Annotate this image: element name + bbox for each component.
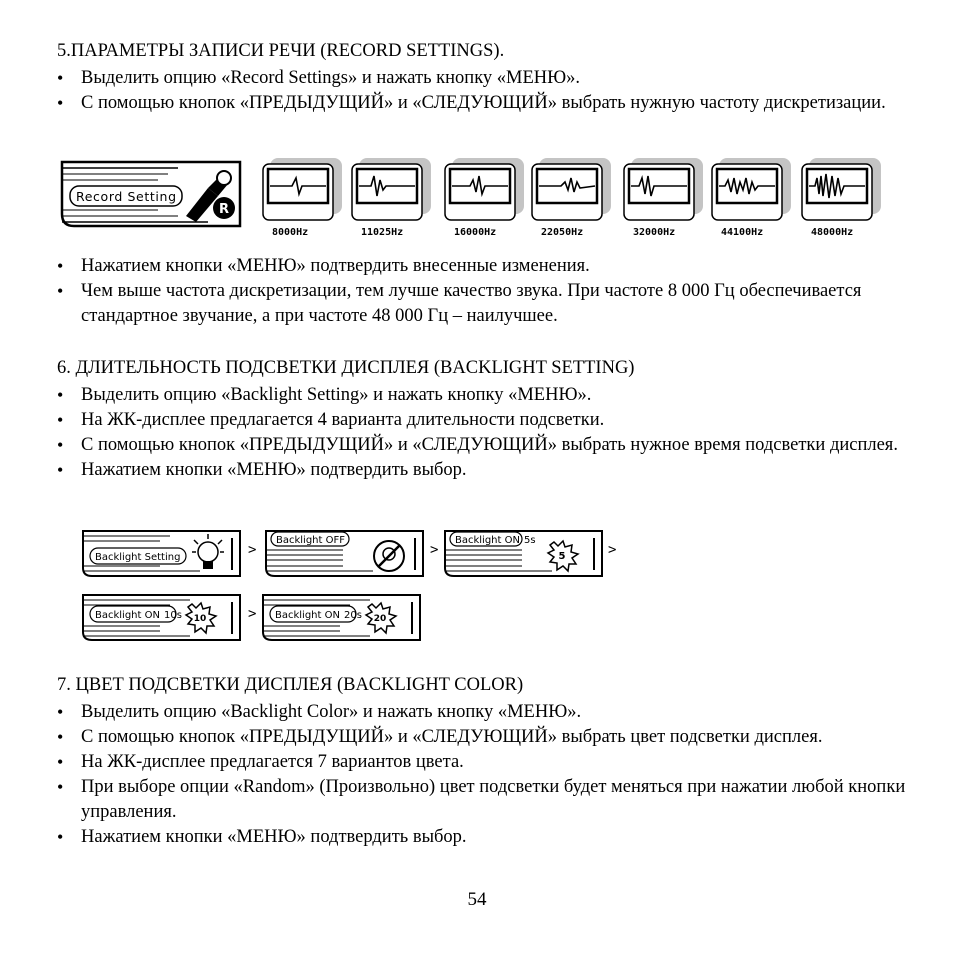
duration-badge: 20 (373, 614, 387, 624)
backlight-off-label: Backlight OFF (276, 535, 345, 546)
arrow-right-icon: > (248, 542, 257, 558)
backlight-on-5s-screen (442, 528, 608, 580)
frequency-label: 32000Hz (633, 227, 676, 238)
backlight-on-label: Backlight ON (95, 610, 160, 621)
backlight-setting-label: Backlight Setting (95, 552, 181, 563)
frequency-screen (262, 158, 344, 242)
list-item: • Чем выше частота дискретизации, тем лучше качество звука. При частоте 8 000 Гц обеспечивается стандартное звучание, а при частоте 48 000 Гц – наилучшее. (57, 279, 907, 329)
backlight-on-label: Backlight ON (455, 535, 520, 546)
lcd-screen (711, 158, 793, 226)
lcd-screen (801, 158, 883, 226)
frequency-screen (623, 158, 705, 242)
lcd-screen (262, 158, 344, 226)
record-setting-label: Record Setting (76, 189, 176, 204)
arrow-right-icon: > (608, 542, 617, 558)
list-item: • На ЖК-дисплее предлагается 7 вариантов цвета. (57, 750, 907, 775)
duration-badge: 5 (558, 551, 566, 562)
list-item: • Нажатием кнопки «МЕНЮ» подтвердить выбор. (57, 458, 907, 483)
list-item: • На ЖК-дисплее предлагается 4 варианта длительности подсветки. (57, 408, 907, 433)
record-setting-figure (58, 158, 898, 242)
list-item: • С помощью кнопок «ПРЕДЫДУЩИЙ» и «СЛЕДУЮЩИЙ» выбрать нужное время подсветки дисплея. (57, 433, 907, 458)
backlight-setting-screen (80, 528, 246, 580)
frequency-label: 8000Hz (272, 227, 309, 238)
section-7-heading: 7. ЦВЕТ ПОДСВЕТКИ ДИСПЛЕЯ (BACKLIGHT COLOR) (57, 675, 524, 695)
duration-label: 5s (524, 535, 536, 546)
section-5-notes-list (57, 254, 907, 329)
frequency-label: 22050Hz (541, 227, 584, 238)
frequency-screen (351, 158, 433, 242)
frequency-label: 16000Hz (454, 227, 497, 238)
backlight-off-screen (263, 528, 429, 580)
section-6-heading: 6. ДЛИТЕЛЬНОСТЬ ПОДСВЕТКИ ДИСПЛЕЯ (BACKLIGHT SETTING) (57, 358, 635, 378)
list-item: • Нажатием кнопки «МЕНЮ» подтвердить внесенные изменения. (57, 254, 907, 279)
list-item: • Нажатием кнопки «МЕНЮ» подтвердить выбор. (57, 825, 907, 850)
frequency-label: 48000Hz (811, 227, 854, 238)
record-badge: R (218, 202, 230, 217)
list-item: • С помощью кнопок «ПРЕДЫДУЩИЙ» и «СЛЕДУЮЩИЙ» выбрать нужную частоту дискретизации. (57, 91, 907, 116)
backlight-on-10s-screen (80, 592, 246, 644)
arrow-right-icon: > (430, 542, 439, 558)
list-item: • Выделить опцию «Record Settings» и нажать кнопку «МЕНЮ». (57, 66, 907, 91)
page-number: 54 (467, 889, 487, 910)
record-setting-screen (58, 158, 244, 230)
section-6-steps-list (57, 383, 907, 483)
section-7-steps-list (57, 700, 907, 850)
list-item: • С помощью кнопок «ПРЕДЫДУЩИЙ» и «СЛЕДУЮЩИЙ» выбрать цвет подсветки дисплея. (57, 725, 907, 750)
lcd-screen (351, 158, 433, 226)
frequency-label: 11025Hz (361, 227, 404, 238)
section-5-steps-list (57, 66, 907, 116)
backlight-on-label: Backlight ON (275, 610, 340, 621)
duration-label: 10s (164, 610, 182, 621)
backlight-on-20s-screen (260, 592, 426, 644)
lcd-screen (444, 158, 526, 226)
arrow-right-icon: > (248, 606, 257, 622)
lcd-screen (623, 158, 705, 226)
frequency-screen (801, 158, 883, 242)
lightbulb-off-icon (374, 541, 404, 571)
lcd-screen (531, 158, 613, 226)
frequency-screen (531, 158, 613, 242)
frequency-screen (444, 158, 526, 242)
list-item: • Выделить опцию «Backlight Color» и нажать кнопку «МЕНЮ». (57, 700, 907, 725)
frequency-label: 44100Hz (721, 227, 764, 238)
section-5-heading: 5.ПАРАМЕТРЫ ЗАПИСИ РЕЧИ (RECORD SETTINGS). (57, 41, 505, 61)
list-item: • При выборе опции «Random» (Произвольно) цвет подсветки будет меняться при нажатии любой кнопки управления. (57, 775, 907, 825)
frequency-screen (711, 158, 793, 242)
backlight-setting-figure (80, 528, 640, 648)
duration-badge: 10 (193, 614, 207, 624)
duration-label: 20s (344, 610, 362, 621)
list-item: • Выделить опцию «Backlight Setting» и нажать кнопку «МЕНЮ». (57, 383, 907, 408)
